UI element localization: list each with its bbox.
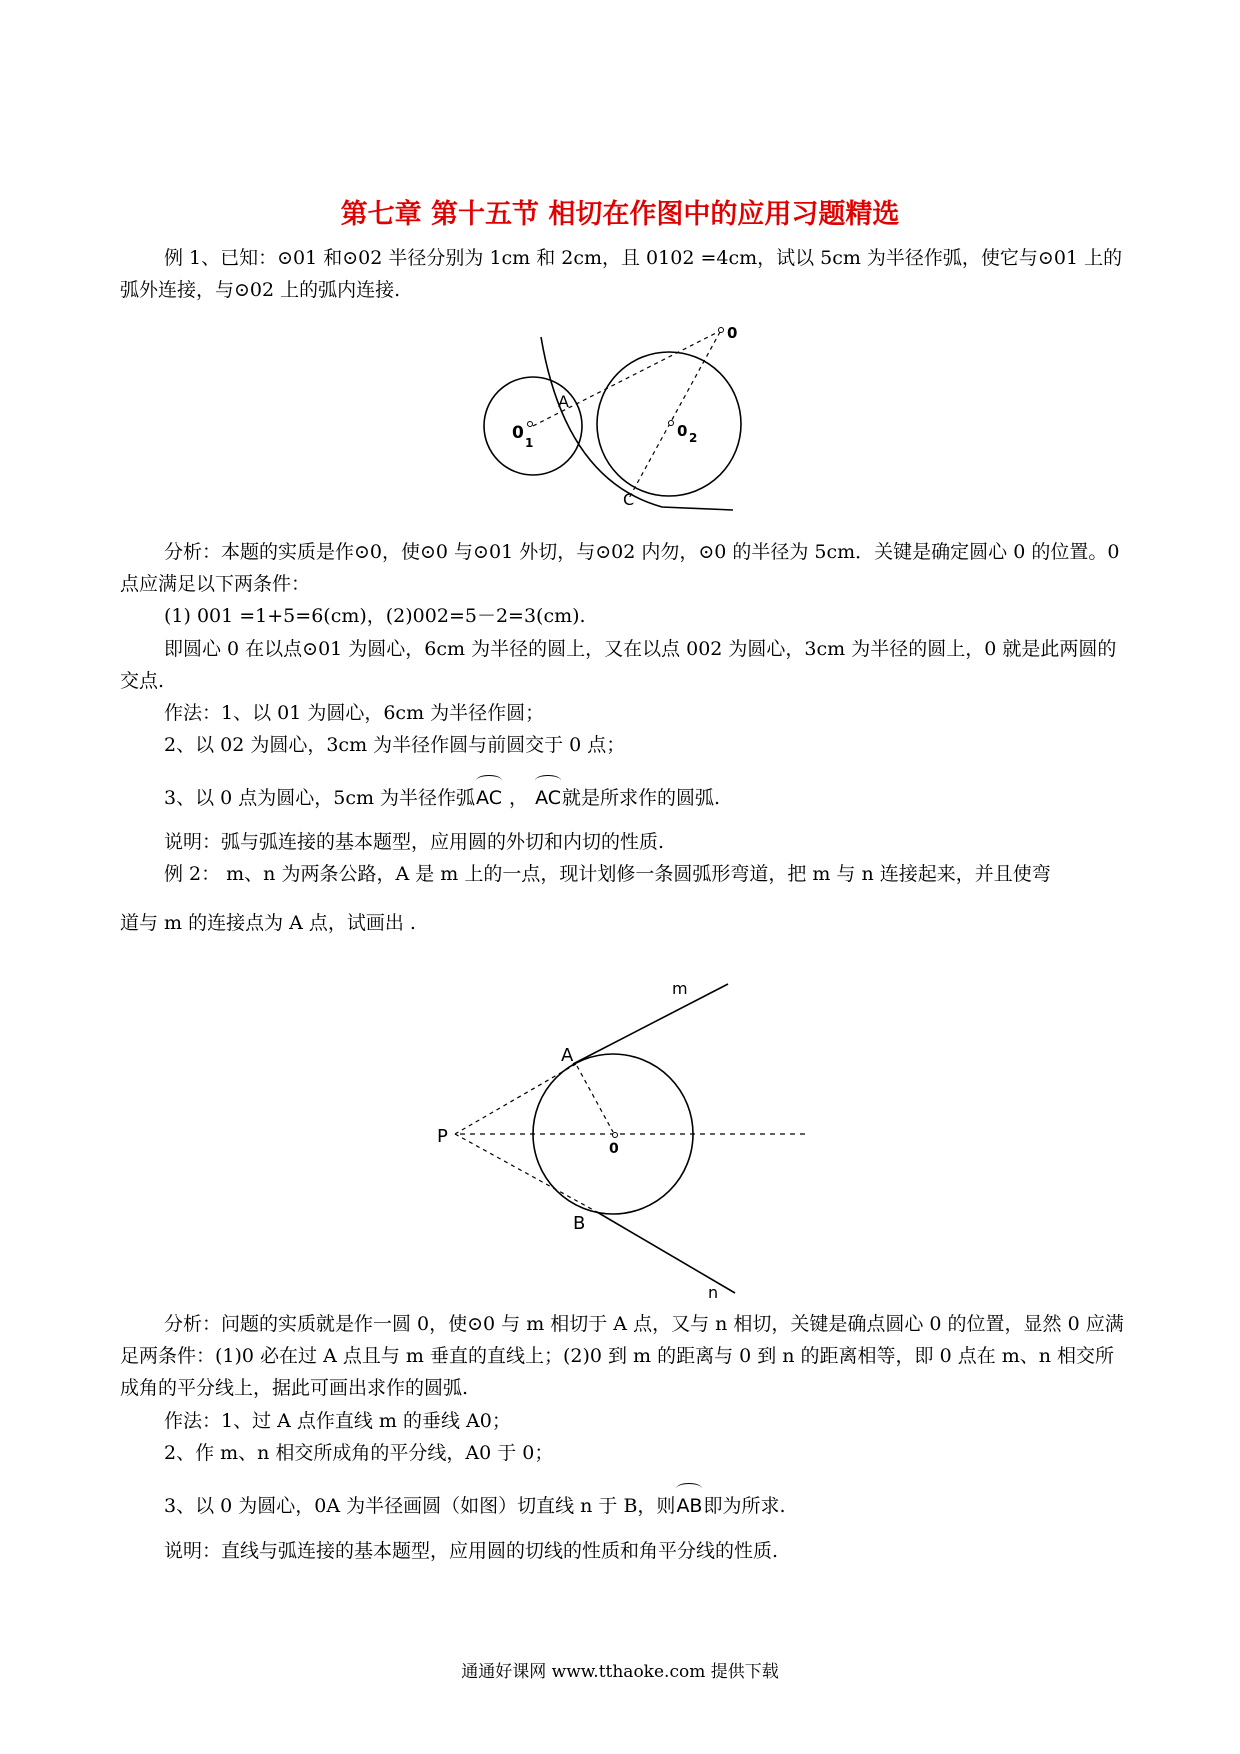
example2-method-1: 作法：1、过 A 点作直线 m 的垂线 A0；: [164, 1410, 511, 1432]
label-n: n: [708, 1283, 719, 1302]
label-a2: A: [561, 1045, 574, 1066]
example2-method-2: 2、作 m、n 相交所成角的平分线，A0 于 0；: [164, 1442, 554, 1464]
example2-note: 说明：直线与弧连接的基本题型，应用圆的切线的性质和角平分线的性质.: [164, 1540, 779, 1562]
label-p: P: [437, 1126, 448, 1147]
arc-ac-2: AC: [534, 782, 562, 814]
label-o: 0: [727, 324, 738, 342]
example1-analysis-2: (1) 001 =1+5=6(cm)，(2)002=5－2=3(cm).: [164, 605, 586, 627]
example1-method-1: 作法：1、以 01 为圆心，6cm 为半径作圆；: [164, 702, 545, 724]
example2-analysis: 分析：问题的实质就是作一圆 0，使⊙0 与 m 相切于 A 点，又与 n 相切，关键是确点圆心 0 的位置，显然 0 应满足两条件：(1)0 必在过 A 点且与 m 垂直的直线上；(2)0 到 m 的距离与 0 到 n 的距离相等，即 0 点在 m、n 相交所成角的平分线上，据此可画出求作的圆弧.: [120, 1313, 1124, 1399]
example2-problem-1: 例 2： m、n 为两条公路，A 是 m 上的一点，现计划修一条圆弧形弯道，把 m 与 n 连接起来，并且使弯: [164, 863, 1051, 885]
label-m: m: [672, 979, 688, 998]
example1-method-3: [164, 782, 720, 814]
label-c: C: [623, 490, 635, 509]
example1-note: 说明：弧与弧连接的基本题型，应用圆的外切和内切的性质.: [164, 831, 665, 853]
label-b: B: [573, 1213, 586, 1234]
arc-ab: AB: [675, 1490, 703, 1522]
example1-problem: 例 1、已知：⊙01 和⊙02 半径分别为 1cm 和 2cm，且 0102 =4cm，试以 5cm 为半径作弧，使它与⊙01 上的弧外连接，与⊙02 上的弧内连接.: [120, 247, 1123, 301]
label-o2: 0: [677, 422, 688, 440]
example1-analysis-1: 分析：本题的实质是作⊙0，使⊙0 与⊙01 外切，与⊙02 内勿，⊙0 的半径为 5cm．关键是确定圆心 0 的位置。0 点应满足以下两条件：: [120, 541, 1120, 595]
arc-ac: AC: [475, 782, 503, 814]
example1-method-3-post: 就是所求作的圆弧.: [562, 787, 721, 809]
label-o1: 0: [512, 423, 524, 443]
page-title: 第七章 第十五节 相切在作图中的应用习题精选: [340, 199, 900, 230]
example1-analysis-3: 即圆心 0 在以点⊙01 为圆心，6cm 为半径的圆上，又在以点 002 为圆心，3cm 为半径的圆上，0 就是此两圆的交点.: [120, 638, 1117, 692]
label-o2-sub: 2: [689, 431, 698, 445]
label-o-ex2: 0: [609, 1141, 619, 1157]
example2-method-3-pre: 3、以 0 为圆心，0A 为半径画圆（如图）切直线 n 于 B，则: [164, 1495, 676, 1517]
example1-method-3-pre: 3、以 0 点为圆心，5cm 为半径作弧: [164, 787, 476, 809]
example2-problem-2: 道与 m 的连接点为 A 点，试画出 .: [120, 912, 416, 934]
label-a: A: [558, 392, 569, 411]
example1-method-2: 2、以 02 为圆心，3cm 为半径作圆与前圆交于 0 点；: [164, 734, 626, 756]
footer: 通通好课网 www.tthaoke.com 提供下载: [461, 1662, 779, 1682]
example2-method-3-post: 即为所求.: [703, 1495, 786, 1517]
label-o1-sub: 1: [525, 436, 534, 450]
example1-method-3-sep: ，: [509, 787, 529, 809]
example2-method-3: [164, 1490, 786, 1522]
